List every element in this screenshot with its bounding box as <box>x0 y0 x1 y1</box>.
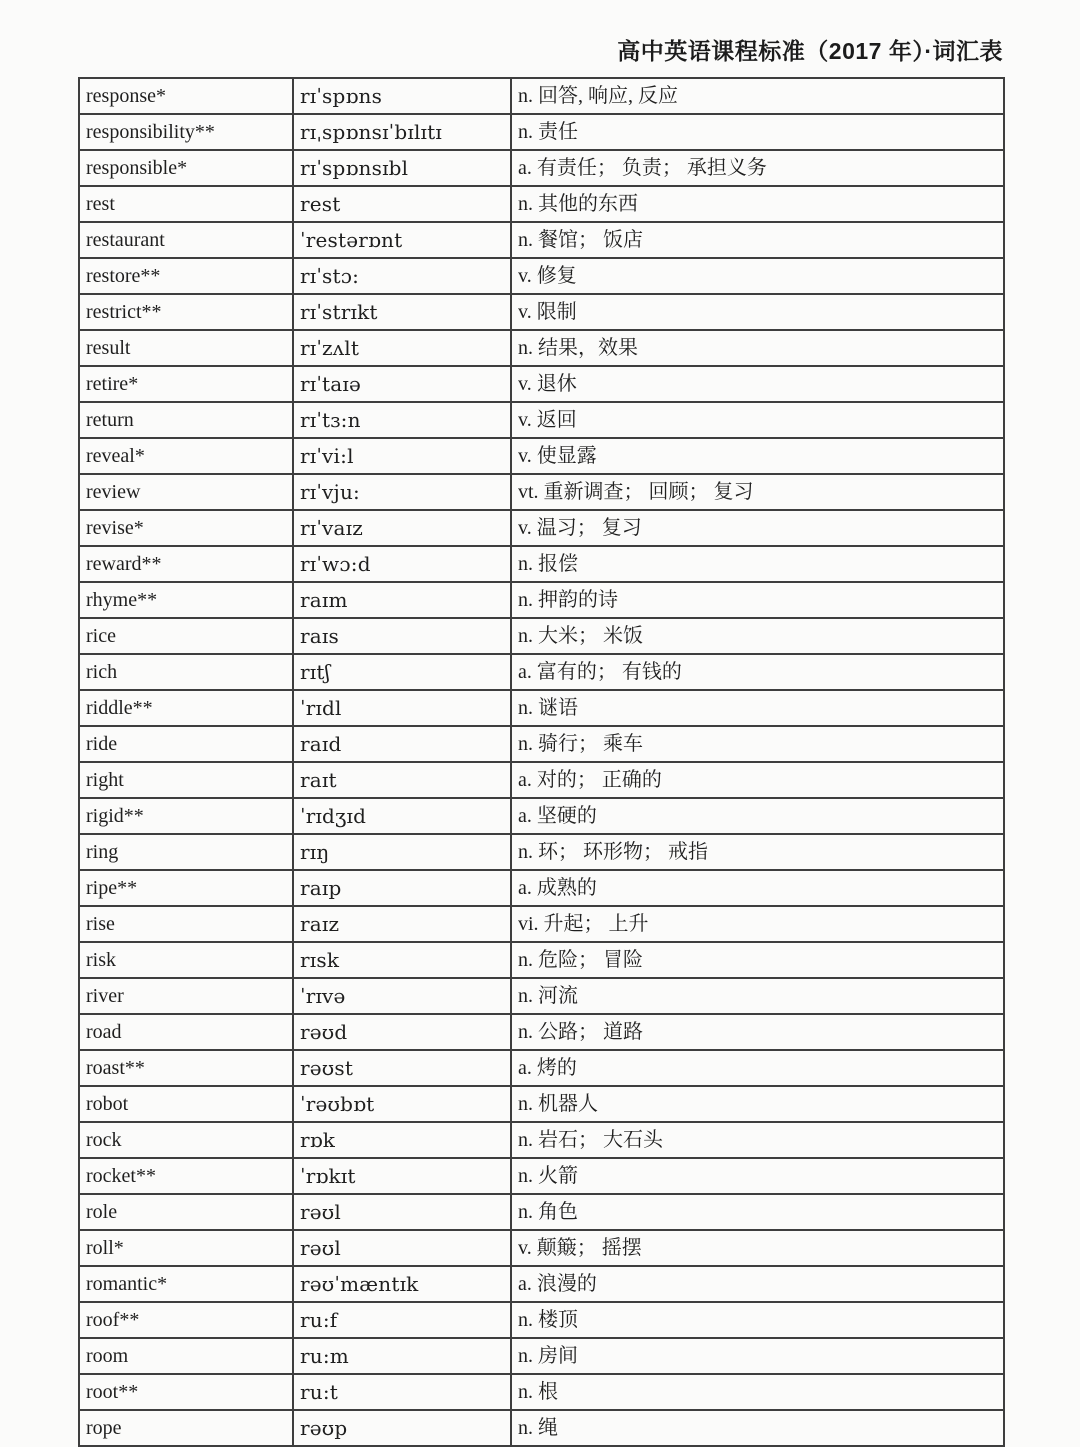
definition-cell: a. 有责任； 负责； 承担义务 <box>511 150 1004 186</box>
word-cell: rich <box>79 654 293 690</box>
table-row <box>79 1086 1004 1122</box>
word-cell: ring <box>79 834 293 870</box>
page-title: 高中英语课程标准（2017 年）·词汇表 <box>617 38 1003 64</box>
ipa-cell: rɪˈwɔ:d <box>293 546 511 582</box>
definition-cell: v. 退休 <box>511 366 1004 402</box>
table-row <box>79 1302 1004 1338</box>
ipa-cell: rɪˈzʌlt <box>293 330 511 366</box>
table-row <box>79 726 1004 762</box>
ipa-cell: ru:t <box>293 1374 511 1410</box>
ipa-cell: rəʊd <box>293 1014 511 1050</box>
definition-cell: vt. 重新调查； 回顾； 复习 <box>511 474 1004 510</box>
word-cell: restrict** <box>79 294 293 330</box>
definition-cell: n. 危险； 冒险 <box>511 942 1004 978</box>
word-cell: revise* <box>79 510 293 546</box>
ipa-cell: rəʊst <box>293 1050 511 1086</box>
table-row <box>79 186 1004 222</box>
table-row <box>79 402 1004 438</box>
word-cell: risk <box>79 942 293 978</box>
ipa-cell: rəʊp <box>293 1410 511 1446</box>
word-cell: riddle** <box>79 690 293 726</box>
table-row <box>79 1410 1004 1446</box>
ipa-cell: ˈrɪdl <box>293 690 511 726</box>
table-row <box>79 1050 1004 1086</box>
definition-cell: n. 楼顶 <box>511 1302 1004 1338</box>
definition-cell: n. 大米； 米饭 <box>511 618 1004 654</box>
table-row <box>79 1338 1004 1374</box>
definition-cell: v. 返回 <box>511 402 1004 438</box>
definition-cell: vi. 升起； 上升 <box>511 906 1004 942</box>
definition-cell: n. 机器人 <box>511 1086 1004 1122</box>
table-row <box>79 1266 1004 1302</box>
word-cell: rhyme** <box>79 582 293 618</box>
word-cell: roll* <box>79 1230 293 1266</box>
ipa-cell: rɪtʃ <box>293 654 511 690</box>
table-row <box>79 1374 1004 1410</box>
definition-cell: n. 结果，效果 <box>511 330 1004 366</box>
word-cell: role <box>79 1194 293 1230</box>
definition-cell: a. 坚硬的 <box>511 798 1004 834</box>
ipa-cell: raɪp <box>293 870 511 906</box>
ipa-cell: rɪˈspɒns <box>293 78 511 114</box>
table-row <box>79 798 1004 834</box>
ipa-cell: rɪˌspɒnsɪˈbɪlɪtɪ <box>293 114 511 150</box>
word-cell: room <box>79 1338 293 1374</box>
ipa-cell: rɪˈvaɪz <box>293 510 511 546</box>
ipa-cell: rɪˈvi:l <box>293 438 511 474</box>
definition-cell: a. 富有的； 有钱的 <box>511 654 1004 690</box>
ipa-cell: raɪz <box>293 906 511 942</box>
table-row <box>79 690 1004 726</box>
ipa-cell: raɪt <box>293 762 511 798</box>
definition-cell: v. 温习； 复习 <box>511 510 1004 546</box>
ipa-cell: ˈrɒkɪt <box>293 1158 511 1194</box>
table-row <box>79 582 1004 618</box>
word-cell: return <box>79 402 293 438</box>
definition-cell: n. 公路； 道路 <box>511 1014 1004 1050</box>
table-row <box>79 438 1004 474</box>
ipa-cell: rəʊˈmæntɪk <box>293 1266 511 1302</box>
ipa-cell: raɪm <box>293 582 511 618</box>
table-row <box>79 942 1004 978</box>
word-cell: right <box>79 762 293 798</box>
word-cell: rigid** <box>79 798 293 834</box>
ipa-cell: ˈrəʊbɒt <box>293 1086 511 1122</box>
word-cell: roast** <box>79 1050 293 1086</box>
word-cell: rice <box>79 618 293 654</box>
word-cell: road <box>79 1014 293 1050</box>
table-row <box>79 1194 1004 1230</box>
ipa-cell: ˈrɪvə <box>293 978 511 1014</box>
definition-cell: a. 浪漫的 <box>511 1266 1004 1302</box>
ipa-cell: rɒk <box>293 1122 511 1158</box>
table-row <box>79 546 1004 582</box>
table-row <box>79 258 1004 294</box>
ipa-cell: rəʊl <box>293 1194 511 1230</box>
ipa-cell: rəʊl <box>293 1230 511 1266</box>
definition-cell: n. 绳 <box>511 1410 1004 1446</box>
table-row <box>79 366 1004 402</box>
ipa-cell: raɪs <box>293 618 511 654</box>
word-cell: river <box>79 978 293 1014</box>
definition-cell: a. 成熟的 <box>511 870 1004 906</box>
table-row <box>79 294 1004 330</box>
word-cell: root** <box>79 1374 293 1410</box>
definition-cell: n. 报偿 <box>511 546 1004 582</box>
table-row <box>79 1122 1004 1158</box>
word-cell: reward** <box>79 546 293 582</box>
word-cell: ride <box>79 726 293 762</box>
word-cell: restaurant <box>79 222 293 258</box>
vocab-table-body <box>79 78 1004 1446</box>
word-cell: restore** <box>79 258 293 294</box>
definition-cell: n. 责任 <box>511 114 1004 150</box>
definition-cell: v. 使显露 <box>511 438 1004 474</box>
ipa-cell: rɪˈstɔ: <box>293 258 511 294</box>
word-cell: rest <box>79 186 293 222</box>
definition-cell: v. 限制 <box>511 294 1004 330</box>
definition-cell: n. 谜语 <box>511 690 1004 726</box>
word-cell: review <box>79 474 293 510</box>
table-row <box>79 78 1004 114</box>
table-row <box>79 870 1004 906</box>
ipa-cell: rɪˈstrɪkt <box>293 294 511 330</box>
word-cell: retire* <box>79 366 293 402</box>
word-cell: responsible* <box>79 150 293 186</box>
definition-cell: v. 修复 <box>511 258 1004 294</box>
table-row <box>79 906 1004 942</box>
ipa-cell: ru:f <box>293 1302 511 1338</box>
ipa-cell: ˈrestərɒnt <box>293 222 511 258</box>
definition-cell: v. 颠簸； 摇摆 <box>511 1230 1004 1266</box>
definition-cell: n. 房间 <box>511 1338 1004 1374</box>
table-row <box>79 654 1004 690</box>
definition-cell: n. 角色 <box>511 1194 1004 1230</box>
ipa-cell: raɪd <box>293 726 511 762</box>
definition-cell: n. 回答, 响应, 反应 <box>511 78 1004 114</box>
word-cell: reveal* <box>79 438 293 474</box>
table-row <box>79 222 1004 258</box>
vocab-table <box>78 77 1005 1447</box>
table-row <box>79 834 1004 870</box>
definition-cell: n. 其他的东西 <box>511 186 1004 222</box>
definition-cell: n. 岩石； 大石头 <box>511 1122 1004 1158</box>
definition-cell: n. 河流 <box>511 978 1004 1014</box>
word-cell: rope <box>79 1410 293 1446</box>
table-row <box>79 1158 1004 1194</box>
table-row <box>79 618 1004 654</box>
word-cell: rock <box>79 1122 293 1158</box>
ipa-cell: ˈrɪdʒɪd <box>293 798 511 834</box>
ipa-cell: rest <box>293 186 511 222</box>
table-row <box>79 114 1004 150</box>
word-cell: rise <box>79 906 293 942</box>
word-cell: response* <box>79 78 293 114</box>
word-cell: romantic* <box>79 1266 293 1302</box>
ipa-cell: rɪˈspɒnsɪbl <box>293 150 511 186</box>
ipa-cell: ru:m <box>293 1338 511 1374</box>
ipa-cell: rɪˈtɜ:n <box>293 402 511 438</box>
definition-cell: a. 烤的 <box>511 1050 1004 1086</box>
definition-cell: n. 骑行； 乘车 <box>511 726 1004 762</box>
word-cell: rocket** <box>79 1158 293 1194</box>
word-cell: roof** <box>79 1302 293 1338</box>
word-cell: ripe** <box>79 870 293 906</box>
table-row <box>79 1014 1004 1050</box>
word-cell: robot <box>79 1086 293 1122</box>
definition-cell: n. 环； 环形物； 戒指 <box>511 834 1004 870</box>
ipa-cell: rɪˈvju: <box>293 474 511 510</box>
definition-cell: n. 火箭 <box>511 1158 1004 1194</box>
ipa-cell: rɪˈtaɪə <box>293 366 511 402</box>
table-row <box>79 1230 1004 1266</box>
table-row <box>79 978 1004 1014</box>
word-cell: result <box>79 330 293 366</box>
word-cell: responsibility** <box>79 114 293 150</box>
table-row <box>79 474 1004 510</box>
table-row <box>79 330 1004 366</box>
definition-cell: n. 根 <box>511 1374 1004 1410</box>
ipa-cell: rɪsk <box>293 942 511 978</box>
definition-cell: n. 押韵的诗 <box>511 582 1004 618</box>
table-row <box>79 762 1004 798</box>
definition-cell: a. 对的； 正确的 <box>511 762 1004 798</box>
table-row <box>79 510 1004 546</box>
ipa-cell: rɪŋ <box>293 834 511 870</box>
definition-cell: n. 餐馆； 饭店 <box>511 222 1004 258</box>
table-row <box>79 150 1004 186</box>
